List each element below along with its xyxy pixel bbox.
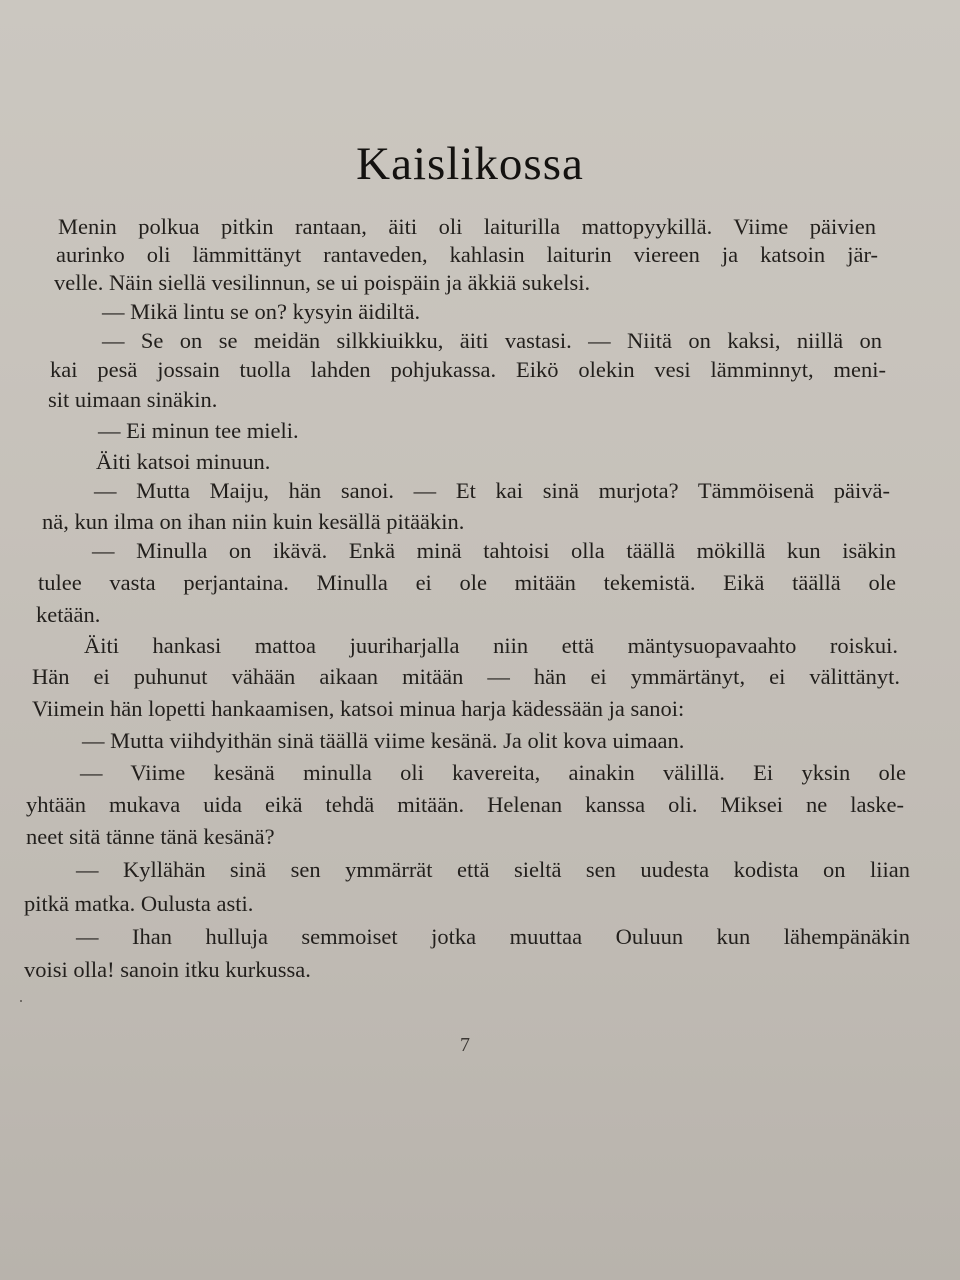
page-number: 7 (460, 1034, 470, 1056)
text-line: Menin polkua pitkin rantaan, äiti oli laiturilla mattopyykillä. Viime päivien (58, 214, 876, 239)
text-line: — Viime kesänä minulla oli kavereita, ainakin välillä. Ei yksin ole (80, 760, 906, 785)
text-line: Äiti katsoi minuun. (96, 449, 271, 474)
text-line: sit uimaan sinäkin. (48, 387, 218, 412)
chapter-title: Kaislikossa (356, 138, 584, 191)
text-line: voisi olla! sanoin itku kurkussa. (24, 957, 311, 982)
text-line: — Kyllähän sinä sen ymmärrät että sieltä sen uudesta kodista on liian (76, 857, 910, 882)
text-line: Äiti hankasi mattoa juuriharjalla niin että mäntysuopavaahto roiskui. (84, 633, 898, 658)
text-line: yhtään mukava uida eikä tehdä mitään. Helenan kanssa oli. Miksei ne laske- (26, 792, 904, 817)
text-line: Hän ei puhunut vähään aikaan mitään — hän ei ymmärtänyt, ei välittänyt. (32, 664, 900, 689)
text-line: — Ihan hulluja semmoiset jotka muuttaa Ouluun kun lähempänäkin (76, 924, 910, 949)
text-line: nä, kun ilma on ihan niin kuin kesällä pitääkin. (42, 509, 465, 534)
text-line: ketään. (36, 602, 101, 627)
text-line: — Ei minun tee mieli. (98, 418, 299, 443)
text-line: neet sitä tänne tänä kesänä? (26, 824, 275, 849)
text-line: tulee vasta perjantaina. Minulla ei ole mitään tekemistä. Eikä täällä ole (38, 570, 896, 595)
text-line: Viimein hän lopetti hankaamisen, katsoi minua harja kädessään ja sanoi: (32, 696, 685, 721)
text-line: velle. Näin siellä vesilinnun, se ui poispäin ja äkkiä sukelsi. (54, 270, 591, 295)
text-line: kai pesä jossain tuolla lahden pohjukassa. Eikö olekin vesi lämminnyt, meni- (50, 357, 886, 382)
text-line: — Mikä lintu se on? kysyin äidiltä. (102, 299, 421, 324)
text-line: — Mutta viihdyithän sinä täällä viime kesänä. Ja olit kova uimaan. (82, 728, 685, 753)
paper-speck (20, 1000, 22, 1002)
text-line: pitkä matka. Oulusta asti. (24, 891, 254, 916)
text-line: aurinko oli lämmittänyt rantaveden, kahlasin laiturin viereen ja katsoin jär- (56, 242, 878, 267)
text-line: — Mutta Maiju, hän sanoi. — Et kai sinä murjota? Tämmöisenä päivä- (94, 478, 890, 503)
text-line: — Se on se meidän silkkiuikku, äiti vastasi. — Niitä on kaksi, niillä on (102, 328, 882, 353)
text-line: — Minulla on ikävä. Enkä minä tahtoisi olla täällä mökillä kun isäkin (92, 538, 896, 563)
